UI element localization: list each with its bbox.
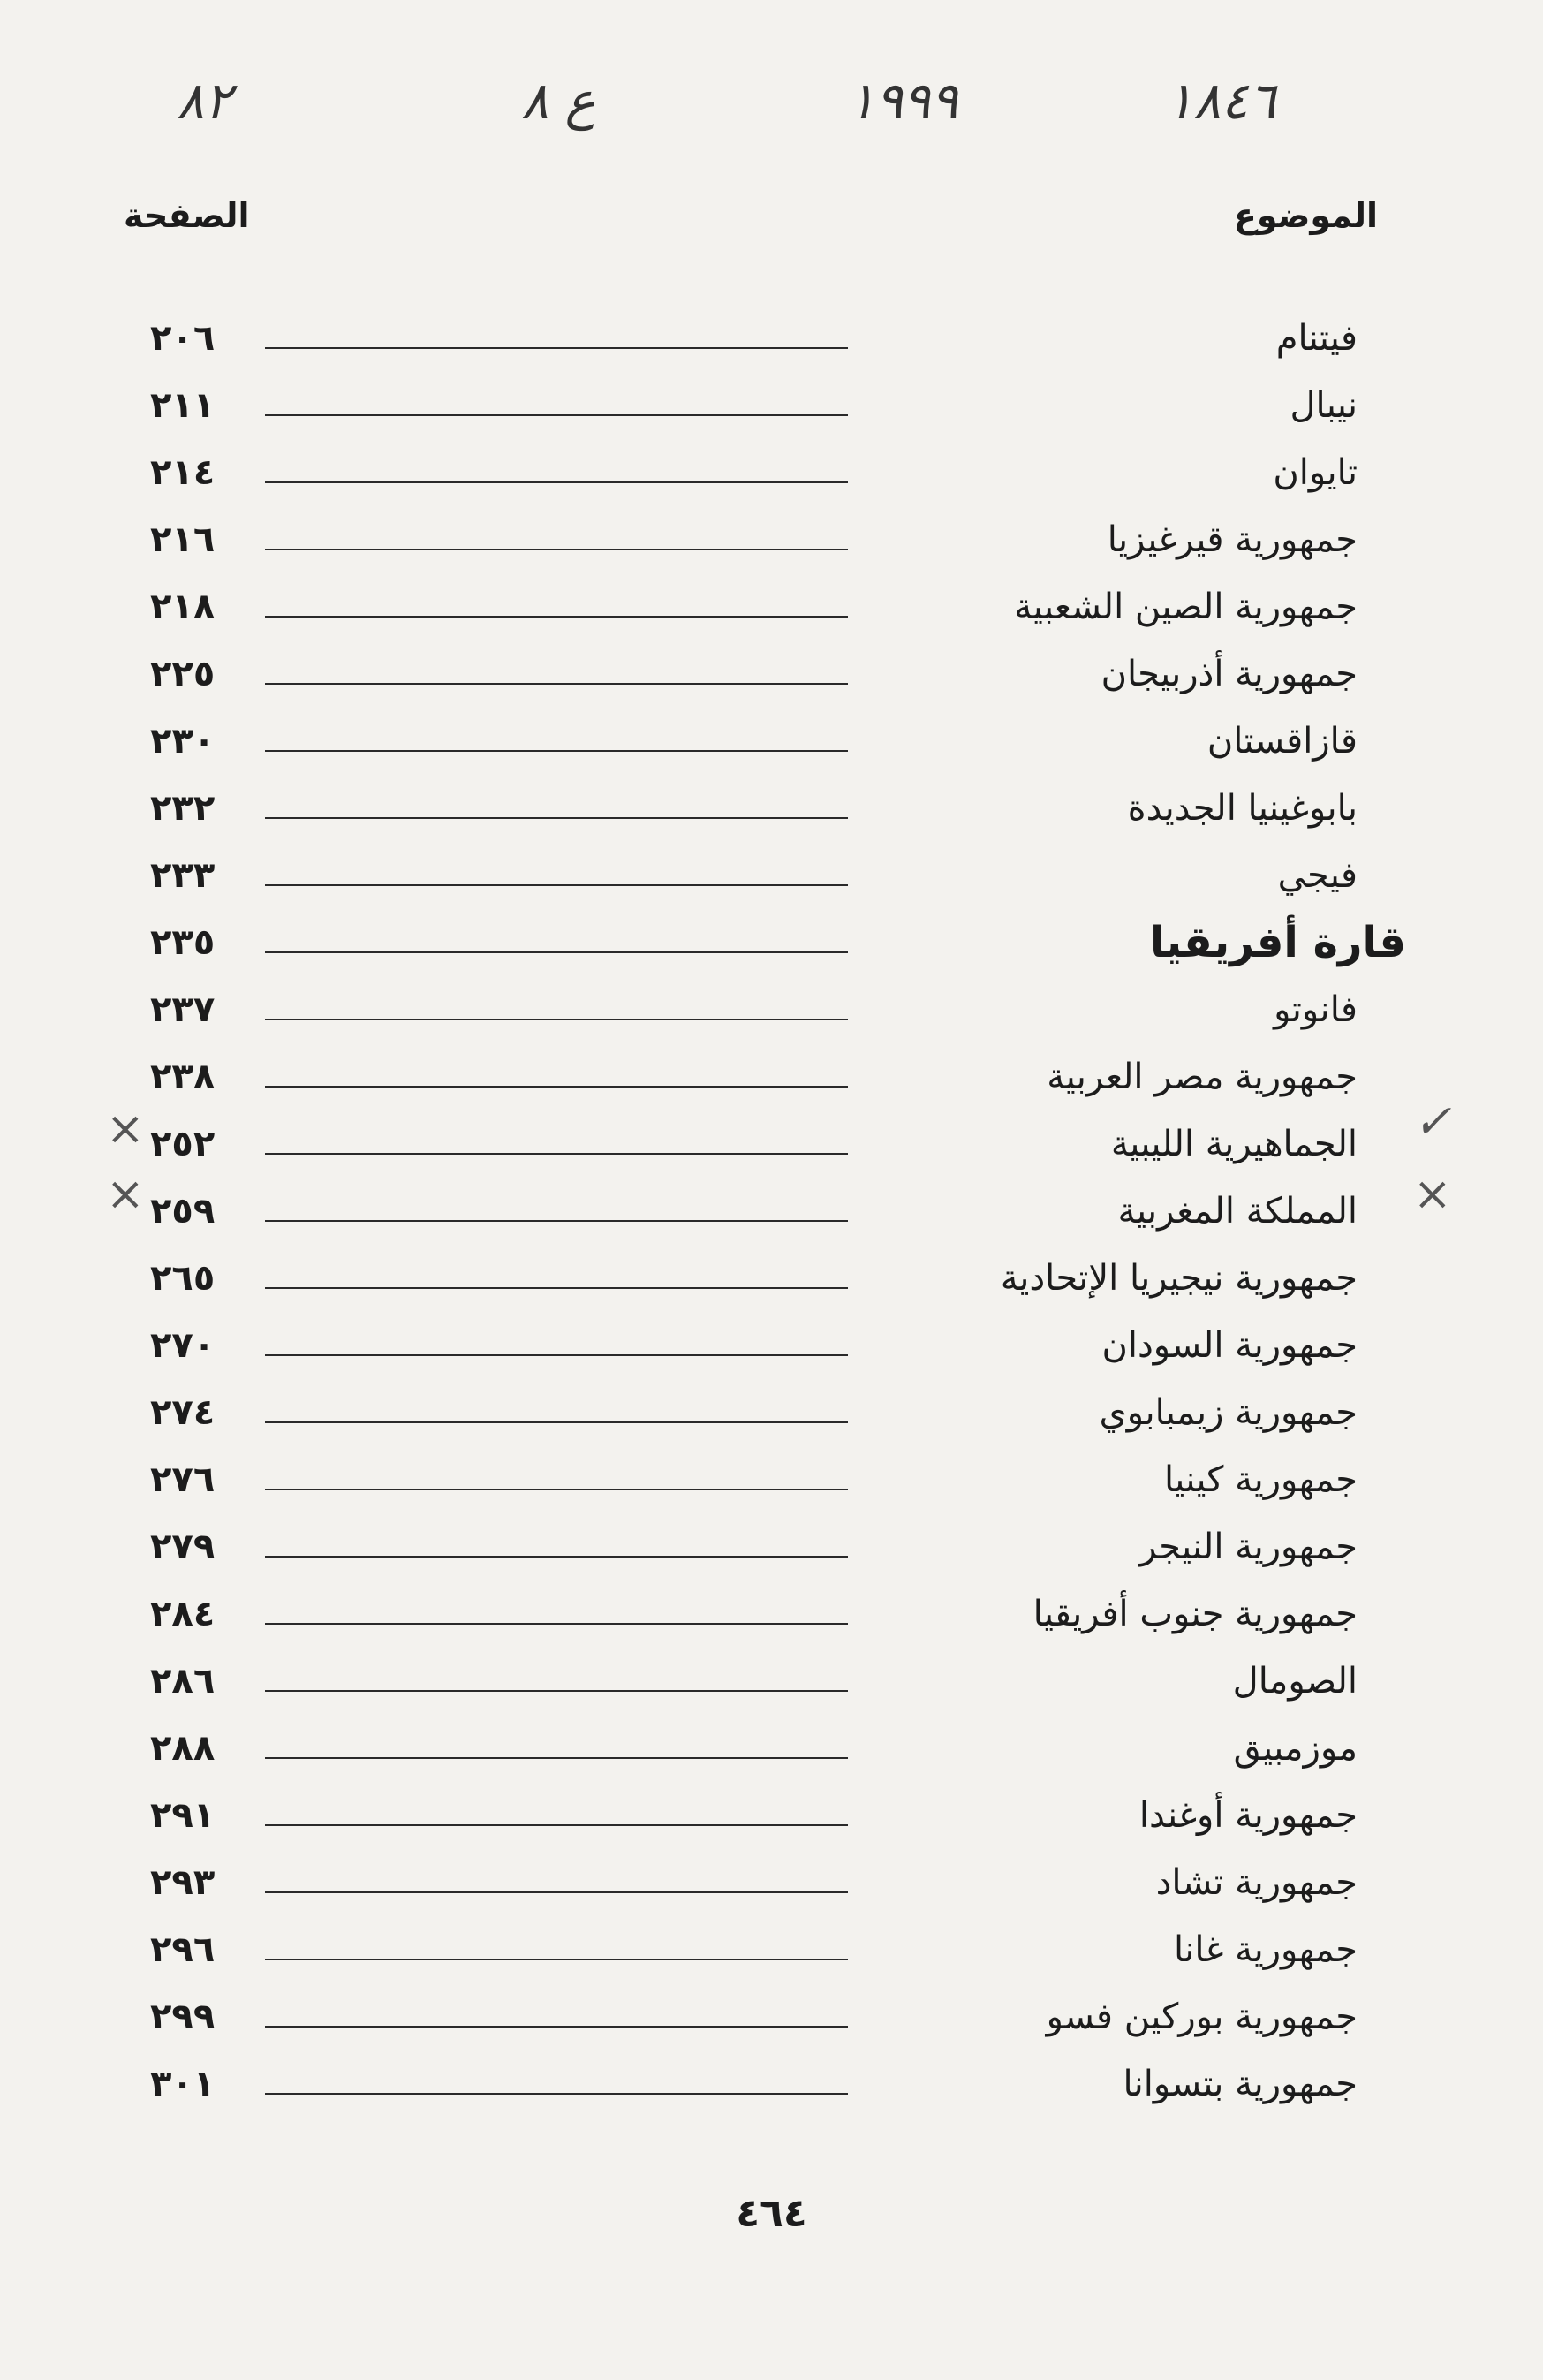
toc-entry-title: موزمبيق bbox=[1233, 1728, 1358, 1769]
toc-leader-line bbox=[265, 1019, 848, 1020]
toc-entry-title: جمهورية نيجيريا الإتحادية bbox=[1000, 1258, 1358, 1299]
toc-entry-page: ٢١١ bbox=[150, 385, 216, 426]
toc-row bbox=[0, 1849, 1543, 1916]
toc-entry-page: ٢٧٩ bbox=[150, 1527, 216, 1567]
handwritten-note-b: ١٩٩٩ bbox=[848, 71, 958, 131]
toc-leader-line bbox=[265, 1824, 848, 1826]
toc-entry-page: ٢٣٠ bbox=[150, 721, 216, 762]
toc-row bbox=[0, 573, 1543, 640]
toc-entry-page: ٢٠٦ bbox=[150, 318, 216, 359]
toc-entry-page: ٢٣٣ bbox=[150, 855, 216, 896]
toc-entry-title: قارة أفريقيا bbox=[1149, 918, 1406, 967]
toc-entry-page: ٢٥٢ bbox=[150, 1124, 216, 1164]
toc-entry-title: فيتنام bbox=[1275, 318, 1358, 359]
handwritten-mark-259: × bbox=[106, 1168, 145, 1221]
toc-leader-line bbox=[265, 1421, 848, 1423]
toc-leader-line bbox=[265, 817, 848, 819]
toc-entry-title: جمهورية الصين الشعبية bbox=[1014, 587, 1358, 627]
toc-row bbox=[0, 842, 1543, 909]
toc-entry-page: ٢٧٦ bbox=[150, 1459, 216, 1500]
toc-entry-title: فيجي bbox=[1277, 855, 1358, 896]
handwritten-note-d: ٨٢ bbox=[177, 71, 232, 131]
toc-entry-page: ٢٣٨ bbox=[150, 1057, 216, 1097]
toc-leader-line bbox=[265, 1757, 848, 1759]
toc-entry-title: جمهورية السودان bbox=[1101, 1325, 1358, 1366]
toc-entry-title: الصومال bbox=[1232, 1661, 1358, 1702]
toc-row bbox=[0, 1110, 1543, 1178]
toc-leader-line bbox=[265, 414, 848, 416]
toc-entry-page: ٢٨٤ bbox=[150, 1594, 216, 1634]
toc-row bbox=[0, 976, 1543, 1043]
toc-entry-title: تايوان bbox=[1273, 452, 1358, 493]
toc-entry-title: جمهورية بتسوانا bbox=[1123, 2064, 1358, 2104]
toc-entry-title: جمهورية زيمبابوي bbox=[1099, 1392, 1358, 1433]
toc-entry-title: جمهورية تشاد bbox=[1155, 1862, 1358, 1903]
toc-entry-title: جمهورية جنوب أفريقيا bbox=[1032, 1594, 1358, 1634]
toc-leader-line bbox=[265, 2026, 848, 2028]
toc-entry-title: الجماهيرية الليبية bbox=[1110, 1124, 1358, 1164]
toc-leader-line bbox=[265, 1891, 848, 1893]
toc-entry-page: ٢٦٥ bbox=[150, 1258, 216, 1299]
toc-entry-page: ٢٨٦ bbox=[150, 1661, 216, 1702]
toc-entry-title: جمهورية مصر العربية bbox=[1047, 1057, 1358, 1097]
toc-row bbox=[0, 506, 1543, 573]
toc-entry-page: ٢٣٥ bbox=[150, 922, 216, 963]
toc-entry-page: ٢٧٤ bbox=[150, 1392, 216, 1433]
toc-entry-page: ٢٩٩ bbox=[150, 1997, 216, 2037]
toc-entry-title: فانوتو bbox=[1274, 989, 1358, 1030]
toc-row bbox=[0, 1782, 1543, 1849]
handwritten-note-a: ١٨٤٦ bbox=[1166, 71, 1276, 131]
toc-leader-line bbox=[265, 1153, 848, 1155]
toc-leader-line bbox=[265, 549, 848, 550]
toc-header bbox=[124, 196, 1378, 249]
toc-leader-line bbox=[265, 683, 848, 685]
toc-leader-line bbox=[265, 347, 848, 349]
toc-entry-title: جمهورية كينيا bbox=[1163, 1459, 1358, 1500]
toc-entry-title: جمهورية أذربيجان bbox=[1101, 654, 1358, 694]
toc-entry-title: بابوغينيا الجديدة bbox=[1127, 788, 1358, 829]
toc-row bbox=[0, 1983, 1543, 2050]
toc-entry-page: ٢٩٦ bbox=[150, 1929, 216, 1970]
handwritten-mark-252: × bbox=[106, 1103, 145, 1156]
page-number: ٤٦٤ bbox=[736, 2191, 807, 2236]
toc-leader-line bbox=[265, 1287, 848, 1289]
toc-entry-page: ٢٩١ bbox=[150, 1795, 216, 1836]
toc-leader-line bbox=[265, 1220, 848, 1222]
toc-entry-page: ٣٠١ bbox=[150, 2064, 216, 2104]
toc-entry-page: ٢٧٠ bbox=[150, 1325, 216, 1366]
toc-entry-title: قازاقستان bbox=[1206, 721, 1358, 762]
toc-entry-page: ٢٥٩ bbox=[150, 1191, 216, 1232]
toc-leader-line bbox=[265, 884, 848, 886]
toc-leader-line bbox=[265, 1959, 848, 1960]
toc-entry-title: جمهورية قيرغيزيا bbox=[1107, 519, 1358, 560]
page-column-heading: الصفحة bbox=[124, 196, 250, 235]
subject-column-heading: الموضوع bbox=[1233, 196, 1378, 235]
toc-entry-title: جمهورية أوغندا bbox=[1138, 1795, 1358, 1836]
toc-row bbox=[0, 640, 1543, 708]
toc-leader-line bbox=[265, 1086, 848, 1088]
toc-row bbox=[0, 1916, 1543, 1983]
toc-entry-page: ٢٨٨ bbox=[150, 1728, 216, 1769]
toc-row bbox=[0, 1580, 1543, 1648]
toc-leader-line bbox=[265, 1489, 848, 1490]
toc-leader-line bbox=[265, 2093, 848, 2095]
handwritten-mark-left-a: ✓ bbox=[1413, 1095, 1452, 1148]
toc-row bbox=[0, 1446, 1543, 1513]
toc-row bbox=[0, 1513, 1543, 1580]
toc-leader-line bbox=[265, 1556, 848, 1558]
toc-entry-page: ٢٣٧ bbox=[150, 989, 216, 1030]
toc-row bbox=[0, 1312, 1543, 1379]
toc-leader-line bbox=[265, 1354, 848, 1356]
toc-row bbox=[0, 1379, 1543, 1446]
toc-entry-page: ٢٣٢ bbox=[150, 788, 216, 829]
handwritten-mark-left-b: × bbox=[1413, 1168, 1452, 1221]
toc-entry-title: جمهورية النيجر bbox=[1139, 1527, 1358, 1567]
toc-leader-line bbox=[265, 1690, 848, 1692]
toc-leader-line bbox=[265, 481, 848, 483]
toc-entry-page: ٢٢٥ bbox=[150, 654, 216, 694]
toc-entry-title: المملكة المغربية bbox=[1117, 1191, 1358, 1232]
toc-row bbox=[0, 1043, 1543, 1110]
toc-row bbox=[0, 1715, 1543, 1782]
toc-row bbox=[0, 2050, 1543, 2118]
toc-row bbox=[0, 909, 1543, 976]
toc-row bbox=[0, 372, 1543, 439]
toc-row bbox=[0, 1648, 1543, 1715]
toc-entry-title: نيبال bbox=[1290, 385, 1358, 426]
toc-leader-line bbox=[265, 750, 848, 752]
toc-leader-line bbox=[265, 1623, 848, 1625]
toc-entry-page: ٢١٨ bbox=[150, 587, 216, 627]
toc-leader-line bbox=[265, 951, 848, 953]
toc-row bbox=[0, 439, 1543, 506]
toc-entry-page: ٢٩٣ bbox=[150, 1862, 216, 1903]
toc-entry-page: ٢١٦ bbox=[150, 519, 216, 560]
toc-row bbox=[0, 1178, 1543, 1245]
handwritten-note-c: ع ٨ bbox=[521, 71, 596, 131]
toc-row bbox=[0, 708, 1543, 775]
toc-entry-title: جمهورية بوركين فسو bbox=[1046, 1997, 1358, 2037]
toc-row bbox=[0, 305, 1543, 372]
toc-leader-line bbox=[265, 616, 848, 618]
toc-entry-title: جمهورية غانا bbox=[1174, 1929, 1358, 1970]
toc-row bbox=[0, 1245, 1543, 1312]
toc-entry-page: ٢١٤ bbox=[150, 452, 216, 493]
toc-row bbox=[0, 775, 1543, 842]
